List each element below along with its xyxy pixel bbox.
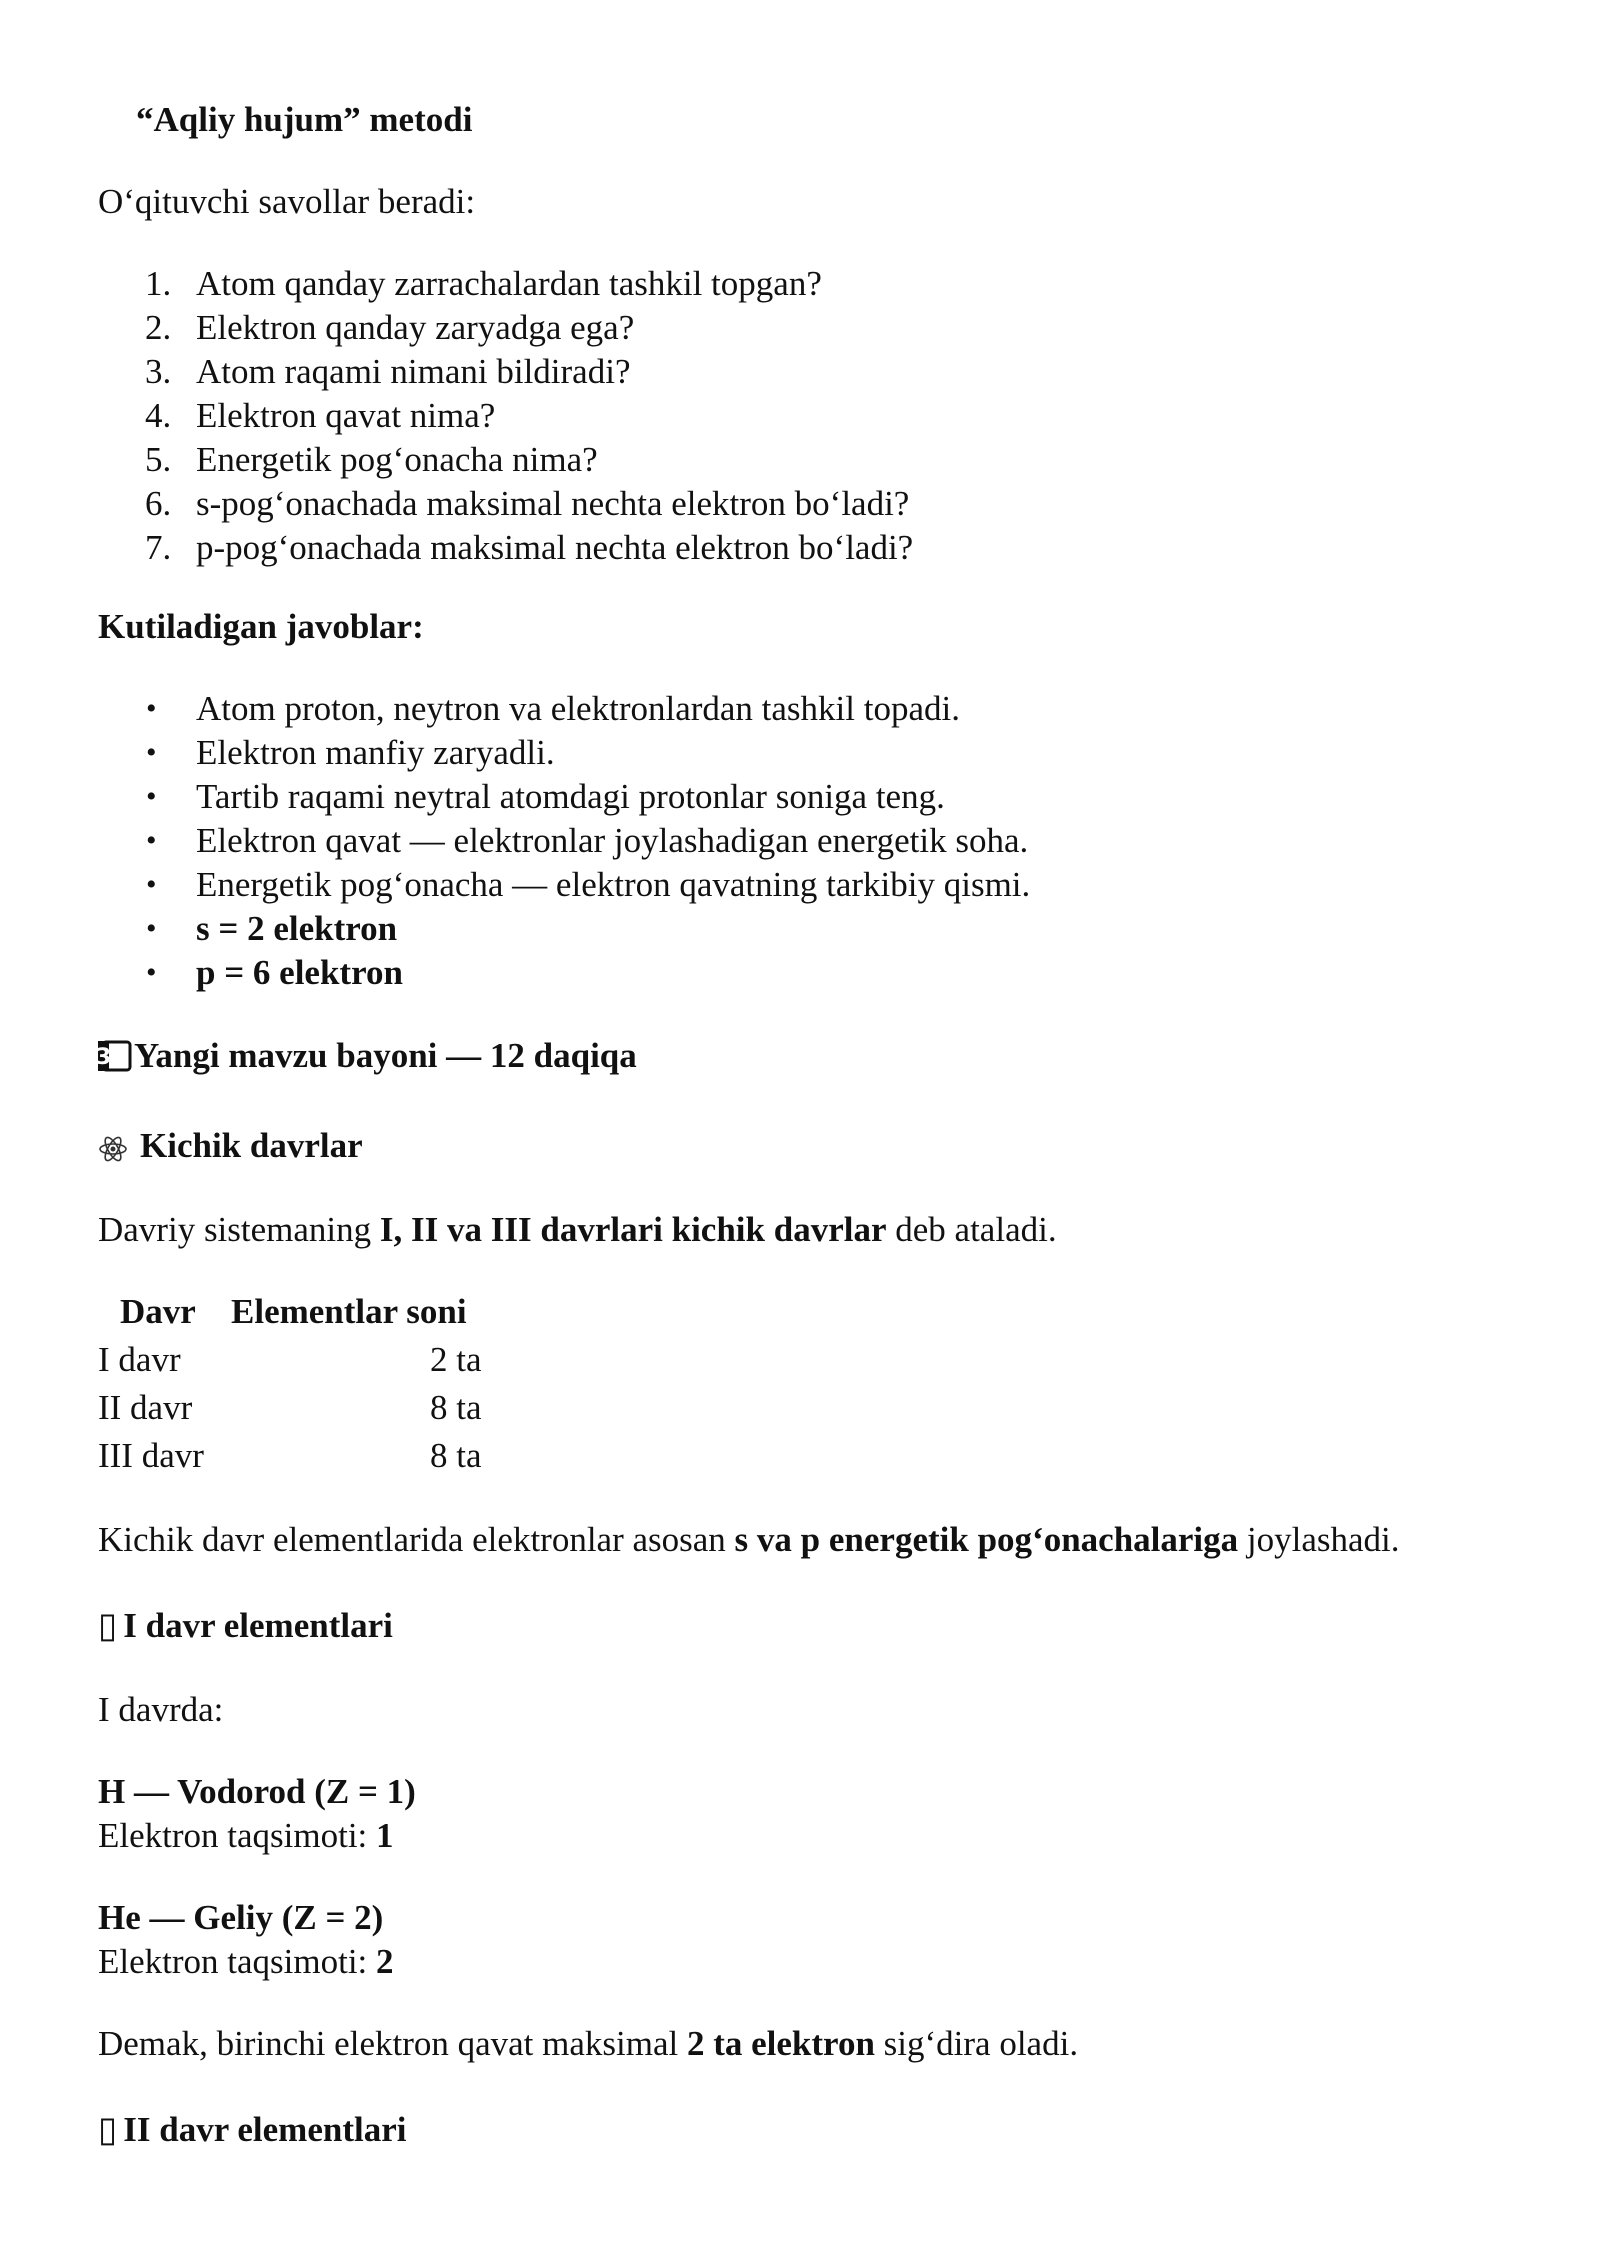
atom-icon bbox=[98, 1131, 128, 1161]
small-periods-heading bbox=[98, 1124, 363, 1168]
bullet-icon: • bbox=[146, 780, 157, 813]
table-header-count: Elementlar soni bbox=[231, 1292, 467, 1331]
bullet-icon: • bbox=[146, 868, 157, 901]
period-2-heading: ▯ II davr elementlari bbox=[98, 2110, 407, 2149]
period-1-heading: ▯ I davr elementlari bbox=[98, 1606, 393, 1645]
intro-text: O‘qituvchi savollar beradi: bbox=[98, 182, 476, 221]
section-3-title: Yangi mavzu bayoni — 12 daqiqa bbox=[134, 1036, 637, 1075]
answers-heading: Kutiladigan javoblar: bbox=[98, 607, 424, 646]
missing-glyph-icon: ▯ bbox=[98, 2110, 118, 2149]
helium-config: Elektron taqsimoti: 2 bbox=[98, 1942, 394, 1981]
period-1-intro: I davrda: bbox=[98, 1690, 224, 1729]
bullet-icon: • bbox=[146, 824, 157, 857]
conclusion-paragraph: Demak, birinchi elektron qavat maksimal 2 ta elektron sig‘dira oladi. bbox=[98, 2024, 1079, 2063]
missing-glyph-icon: ▯ bbox=[98, 1606, 118, 1645]
sp-note-paragraph: Kichik davr elementlarida elektronlar asosan s va p energetik pog‘onachalariga joylashadi. bbox=[98, 1520, 1400, 1559]
svg-text:3: 3 bbox=[95, 1044, 112, 1070]
small-periods-title: Kichik davrlar bbox=[140, 1126, 363, 1165]
hydrogen-title: H — Vodorod (Z = 1) bbox=[98, 1772, 416, 1811]
keycap-3-icon bbox=[95, 1039, 132, 1073]
section-3-heading bbox=[95, 1034, 637, 1078]
bullet-icon: • bbox=[146, 956, 157, 989]
document-page: “Aqliy hujum” metodi O‘qituvchi savollar beradi: 1. Atom qanday zarrachalardan tashkil topgan? 2. Elektron qanday zaryadga ega? 3. Atom raqami nimani bildiradi? 4. Elektron qavat nima? 5. Energetik pog‘onacha nima? 6. s-pog‘onachada maksimal nechta elektron bo‘ladi? 7. p-pog‘onachada maksimal nechta elektron bo‘ladi? Kutiladigan javoblar: • Atom proton, neytron va elektronlardan tashkil topadi. • Elektron manfiy zaryadli. • Tartib raqami neytral atomdagi protonlar soniga teng. • Elektron qavat — elektronlar joylashadigan energetik soha. • Energetik pog‘onacha — elektron qavatning tarkibiy qismi. • s = 2 elektron • p = 6 elektron 3 Yangi mavzu bayoni — 12 daqiqa Kichik davrlar Davriy sistemaning I, II va III davrlari kichik davrlar deb ataladi. Davr Elementlar soni I davr 2 ta II davr 8 ta III davr 8 ta Kichik davr elementlarida elektronlar asosan s va p energetik pog‘onachalariga joylashadi. ▯ I davr elementlari I davrda: H — Vodorod (Z = 1) Elektron taqsimoti: 1 He — Geliy (Z = 2) Elektron taqsimoti: 2 Demak, birinchi elektron qavat maksimal 2 ta elektron sig‘dira oladi. ▯ II davr elementlari bbox=[0, 0, 1600, 2262]
helium-title: He — Geliy (Z = 2) bbox=[98, 1898, 384, 1937]
bullet-icon: • bbox=[146, 736, 157, 769]
definition-paragraph: Davriy sistemaning I, II va III davrlari kichik davrlar deb ataladi. bbox=[98, 1210, 1057, 1249]
table-header-period: Davr bbox=[120, 1292, 196, 1331]
bullet-icon: • bbox=[146, 692, 157, 725]
hydrogen-config: Elektron taqsimoti: 1 bbox=[98, 1816, 394, 1855]
method-heading: “Aqliy hujum” metodi bbox=[136, 100, 473, 139]
bullet-icon: • bbox=[146, 912, 157, 945]
